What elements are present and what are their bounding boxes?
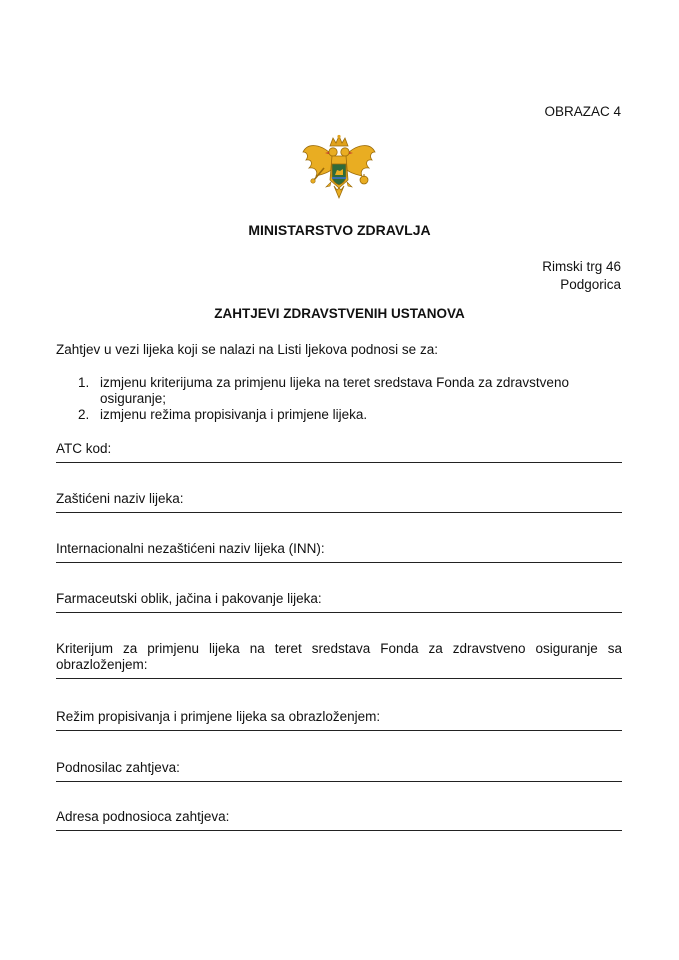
field-protected-name <box>56 491 622 513</box>
field-input-line[interactable] <box>56 462 622 463</box>
field-label: Internacionalni nezaštićeni naziv lijeka (INN): <box>56 541 325 556</box>
list-item-text: izmjenu režima propisivanja i primjene lijeka. <box>100 407 368 422</box>
field-input-line[interactable] <box>56 830 622 831</box>
montenegro-coat-of-arms-icon <box>300 134 378 210</box>
field-criteria <box>56 641 622 679</box>
field-label: Režim propisivanja i primjene lijeka sa obrazloženjem: <box>56 709 381 724</box>
field-label: Zaštićeni naziv lijeka: <box>56 491 184 506</box>
intro-text: Zahtjev u vezi lijeka koji se nalazi na Listi ljekova podnosi se za: <box>56 342 438 357</box>
field-input-line[interactable] <box>56 612 622 613</box>
field-label: Podnosilac zahtjeva: <box>56 760 180 775</box>
address-line-street: Rimski trg 46 <box>542 259 621 274</box>
field-prescription-regime <box>56 709 622 731</box>
field-label: Kriterijum za primjenu lijeka na teret sredstava Fonda za zdravstveno osiguranje sa obrazloženjem: <box>56 641 622 672</box>
field-input-line[interactable] <box>56 781 622 782</box>
field-atc-code <box>56 441 622 463</box>
field-input-line[interactable] <box>56 678 622 679</box>
section-title: ZAHTJEVI ZDRAVSTVENIH USTANOVA <box>214 306 465 321</box>
field-label: ATC kod: <box>56 441 112 456</box>
request-types-list <box>56 375 622 423</box>
list-item-text: izmjenu kriterijuma za primjenu lijeka na teret sredstava Fonda za zdravstveno osiguranje; <box>100 375 569 406</box>
field-input-line[interactable] <box>56 512 622 513</box>
field-label: Farmaceutski oblik, jačina i pakovanje lijeka: <box>56 591 322 606</box>
form-code: OBRAZAC 4 <box>544 104 621 119</box>
field-pharmaceutical-form <box>56 591 622 613</box>
field-applicant <box>56 760 622 782</box>
ministry-title: MINISTARSTVO ZDRAVLJA <box>248 222 431 238</box>
list-item-number: 1. <box>78 375 90 390</box>
field-input-line[interactable] <box>56 730 622 731</box>
address-line-city: Podgorica <box>560 277 621 292</box>
list-item <box>56 407 622 423</box>
list-item <box>56 375 622 407</box>
ministry-address <box>542 258 621 294</box>
list-item-number: 2. <box>78 407 90 422</box>
field-inn <box>56 541 622 563</box>
field-input-line[interactable] <box>56 562 622 563</box>
field-label: Adresa podnosioca zahtjeva: <box>56 809 230 824</box>
field-applicant-address <box>56 809 622 831</box>
